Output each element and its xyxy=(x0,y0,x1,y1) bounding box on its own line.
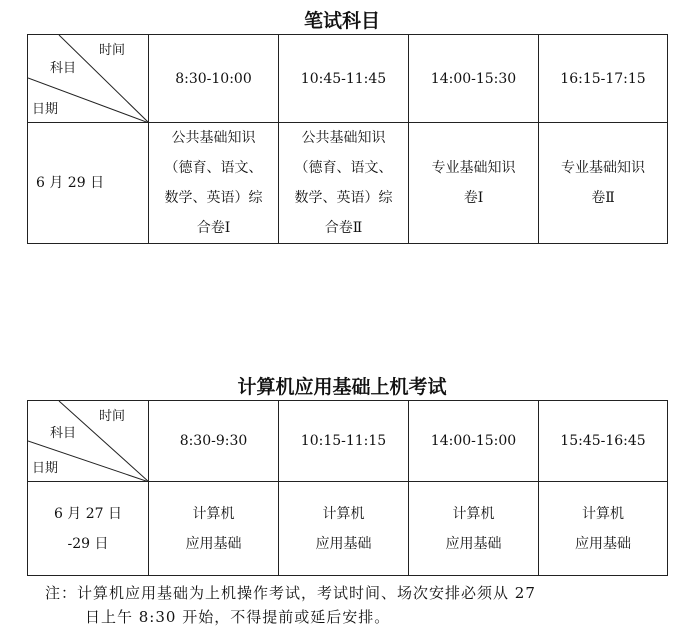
corner-subject: 科目 xyxy=(50,426,77,441)
time-slot: 14:00-15:30 xyxy=(409,35,539,123)
computer-exam-table xyxy=(27,400,668,576)
subject-line: （德育、语文、 xyxy=(294,160,393,176)
subject-line: 专业基础知识 xyxy=(561,160,645,176)
computer-exam-title: 计算机应用基础上机考试 xyxy=(237,376,447,398)
subject-cell xyxy=(279,123,409,244)
corner-time: 时间 xyxy=(99,43,126,58)
subject-line: 计算机 xyxy=(582,505,624,522)
subject-line: 计算机 xyxy=(322,505,365,522)
time-slot: 10:45-11:45 xyxy=(279,35,409,123)
subject-cell xyxy=(279,482,409,576)
subject-line: 公共基础知识 xyxy=(301,130,386,146)
corner-header xyxy=(28,35,149,123)
exam-date: 6 月 29 日 xyxy=(28,123,149,244)
subject-line: 合卷Ⅰ xyxy=(196,220,231,236)
subject-cell xyxy=(409,482,539,576)
written-exam-title: 笔试科目 xyxy=(303,10,380,32)
subject-line: 计算机 xyxy=(452,505,495,522)
date-line: -29 日 xyxy=(67,535,109,552)
subject-line: 应用基础 xyxy=(445,535,502,552)
exam-date xyxy=(28,482,149,576)
subject-line: （德育、语文、 xyxy=(164,160,263,176)
time-slot: 10:15-11:15 xyxy=(279,401,409,482)
time-slot: 8:30-10:00 xyxy=(149,35,279,123)
subject-line: 数学、英语）综 xyxy=(164,190,263,206)
subject-line: 应用基础 xyxy=(185,535,242,552)
subject-cell xyxy=(539,482,668,576)
subject-line: 卷Ⅰ xyxy=(463,190,484,206)
subject-line: 应用基础 xyxy=(575,535,631,552)
subject-line: 专业基础知识 xyxy=(431,160,516,176)
subject-cell xyxy=(409,123,539,244)
subject-cell xyxy=(149,482,279,576)
written-exam-table xyxy=(27,34,668,244)
subject-cell xyxy=(149,123,279,244)
subject-line: 应用基础 xyxy=(315,535,372,552)
subject-line: 数学、英语）综 xyxy=(294,190,393,206)
subject-line: 计算机 xyxy=(192,505,235,522)
corner-header xyxy=(28,401,149,482)
subject-line: 卷Ⅱ xyxy=(591,190,615,206)
subject-line: 合卷Ⅱ xyxy=(324,220,363,236)
date-line: 6 月 27 日 xyxy=(53,505,123,522)
corner-date: 日期 xyxy=(32,461,59,476)
corner-date: 日期 xyxy=(32,102,59,117)
time-slot: 8:30-9:30 xyxy=(149,401,279,482)
time-slot: 15:45-16:45 xyxy=(539,401,668,482)
subject-line: 公共基础知识 xyxy=(171,130,256,146)
note-line-1: 注：计算机应用基础为上机操作考试，考试时间、场次安排必须从 27 xyxy=(45,584,536,602)
time-slot: 16:15-17:15 xyxy=(539,35,668,123)
note-line-2: 日上午 8:30 开始，不得提前或延后安排。 xyxy=(85,608,391,626)
corner-subject: 科目 xyxy=(50,61,77,76)
corner-time: 时间 xyxy=(99,409,126,424)
subject-cell xyxy=(539,123,668,244)
time-slot: 14:00-15:00 xyxy=(409,401,539,482)
